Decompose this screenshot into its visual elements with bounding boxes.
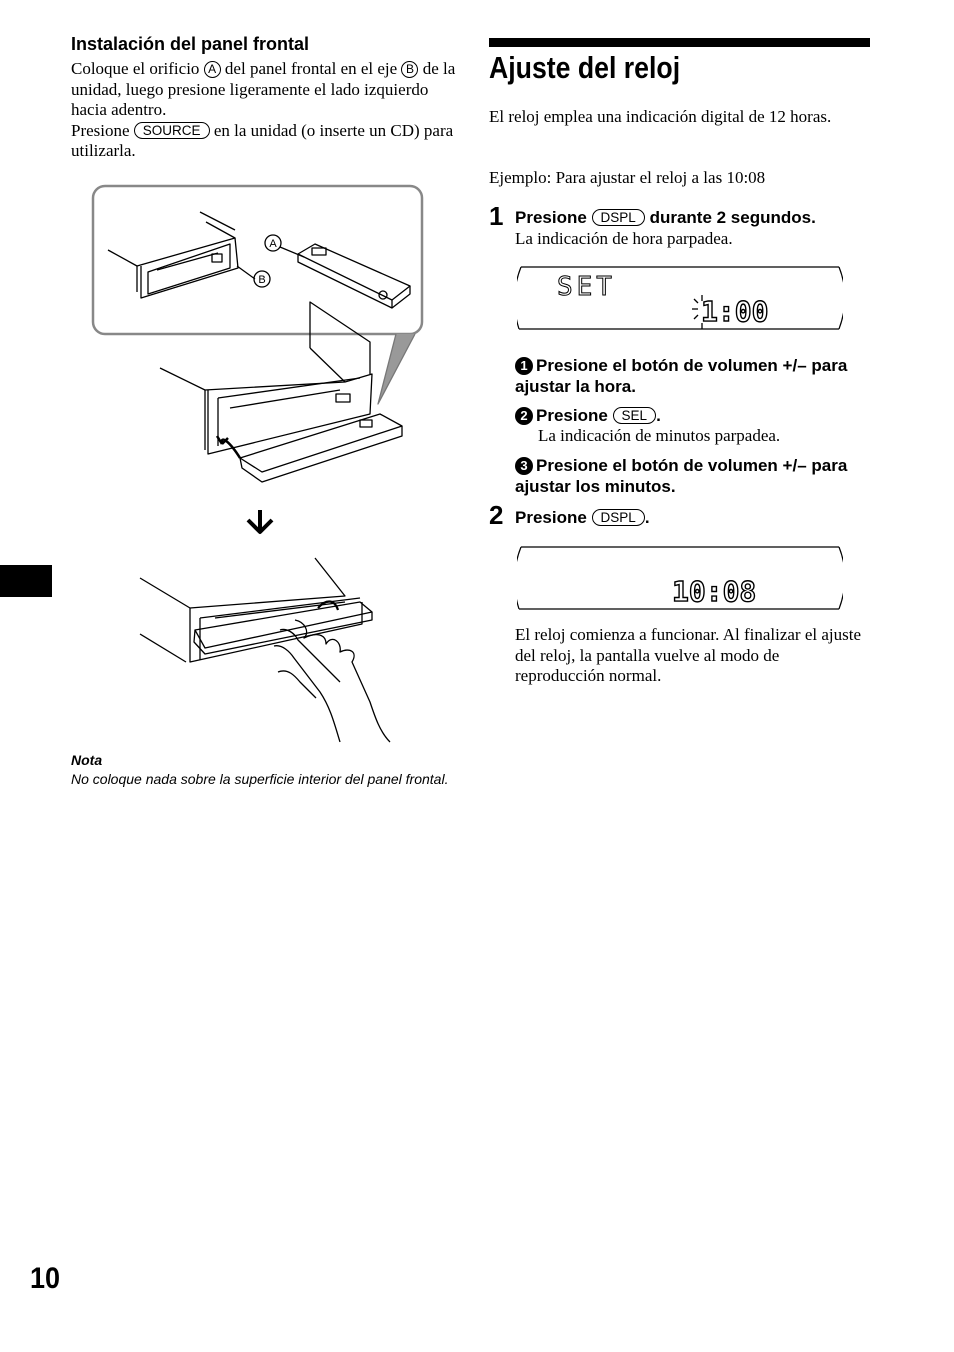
substep-3	[515, 455, 860, 497]
sel-key: SEL	[613, 407, 657, 424]
example-text: Ejemplo: Para ajustar el reloj a las 10:08	[489, 168, 766, 187]
text-segment: Presione	[515, 208, 587, 227]
figure-label-a: A	[269, 238, 277, 250]
marker-b-icon: B	[401, 61, 418, 78]
text-segment: .	[644, 508, 650, 527]
source-key: SOURCE	[134, 122, 210, 139]
step-1-heading	[515, 207, 875, 228]
text-segment: Presione	[71, 120, 130, 140]
substep-2-desc: La indicación de minutos parpadea.	[538, 426, 781, 445]
substep-number-icon: 2	[515, 407, 533, 425]
step-1-desc: La indicación de hora parpadea.	[515, 229, 733, 248]
lcd-display-set	[517, 265, 843, 331]
step-2-heading	[515, 507, 650, 528]
text-segment: Coloque el orificio	[71, 59, 200, 78]
install-paragraph	[71, 59, 456, 162]
lcd-time-text: 1:00	[701, 295, 769, 328]
text-segment: Presione	[515, 508, 587, 527]
text-segment: Presione el botón de volumen +/– para ajustar los minutos.	[515, 456, 848, 496]
text-segment: en la unidad (o inserte un CD) para utilizarla.	[71, 120, 454, 160]
dspl-key: DSPL	[592, 509, 645, 526]
step-number: 1	[489, 201, 504, 231]
text-segment: Presione el botón de volumen +/– para ajustar la hora.	[515, 356, 848, 396]
lcd-time-text: 10:08	[672, 575, 757, 608]
note-text: No coloque nada sobre la superficie interior del panel frontal.	[71, 771, 449, 787]
page-number: 10	[30, 1262, 61, 1295]
text-segment: durante 2 segundos.	[649, 208, 816, 227]
note-title: Nota	[71, 752, 103, 768]
lcd-set-text: SET	[557, 272, 616, 302]
text-segment: Presione	[536, 406, 608, 425]
figure-label-b: B	[258, 274, 266, 286]
substep-2	[515, 405, 860, 426]
substep-1	[515, 355, 860, 397]
dspl-key: DSPL	[592, 209, 645, 226]
step-number: 2	[489, 500, 504, 530]
panel-installation-illustration	[90, 182, 430, 747]
text-segment: de la unidad, luego presione ligeramente el lado izquierdo hacia adentro.	[71, 59, 456, 119]
substep-number-icon: 1	[515, 357, 533, 375]
substep-number-icon: 3	[515, 457, 533, 475]
section-heading: Instalación del panel frontal	[71, 34, 310, 54]
section-tab	[0, 565, 52, 597]
lcd-display-time	[517, 545, 843, 611]
text-segment: del panel frontal en el eje	[224, 59, 398, 78]
title-rule	[489, 38, 870, 47]
intro-text: El reloj emplea una indicación digital de 12 horas.	[489, 107, 832, 126]
page-title: Ajuste del reloj	[489, 50, 681, 85]
closing-text: El reloj comienza a funcionar. Al finalizar el ajuste del reloj, la pantalla vuelve al modo de reproducción normal.	[515, 625, 861, 685]
text-segment: .	[656, 406, 661, 425]
marker-a-icon: A	[204, 61, 221, 78]
